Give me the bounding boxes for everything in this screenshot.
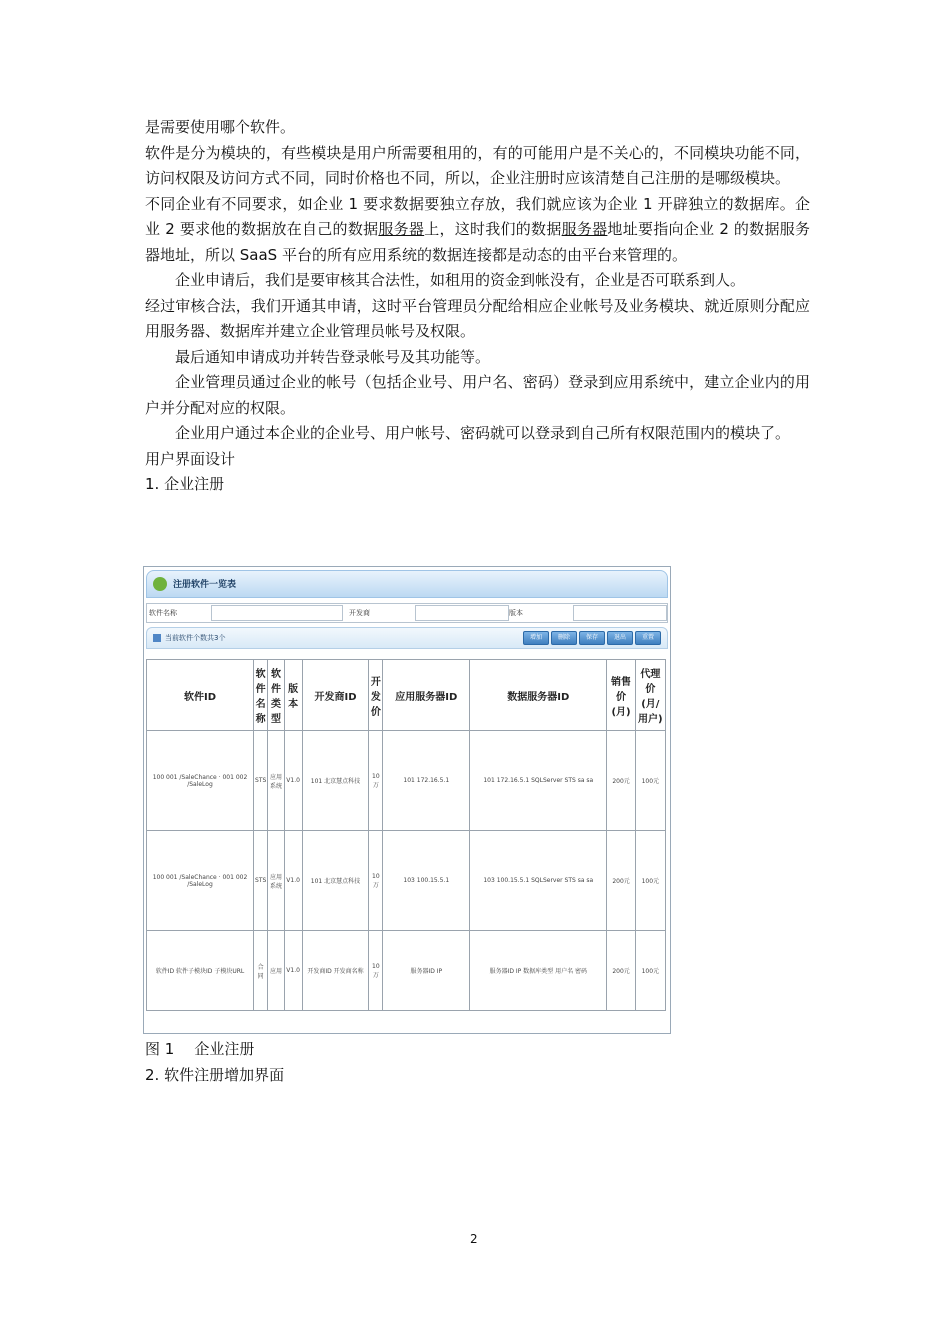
column-header: 开发商ID [302,660,369,731]
paragraph [145,192,810,269]
column-header: 代理价(月/用户) [635,660,665,731]
software-list-screenshot [143,566,671,1034]
search-row [146,603,668,623]
column-header: 销售价(月) [607,660,635,731]
app-server-cell: 101 172.16.5.1 [383,731,470,831]
developer-label: 开发商 [349,609,370,617]
software-table [146,659,666,1011]
sale-price-cell: 200元 [607,731,635,831]
add-button[interactable]: 增加 [523,631,549,645]
db-server-cell: 101 172.16.5.1 SQLServer STS sa sa [470,731,607,831]
figure-caption-text: 企业注册 [194,1040,255,1058]
agent-price-cell: 100元 [635,731,665,831]
name-cell: 合同 [253,931,267,1011]
paragraph: 企业申请后，我们是要审核其合法性，如租用的资金到帐没有，企业是否可联系到人。 [175,271,746,289]
type-cell: 应用系统 [268,831,284,931]
paragraph: 是需要使用哪个软件。 [145,118,296,136]
db-server-cell: 103 100.15.5.1 SQLServer STS sa sa [470,831,607,931]
table-row[interactable] [147,931,666,1011]
module-cell: 100 001 /SaleChance · 001 002 /SaleLog [147,831,254,931]
figure-title-bar [146,570,668,598]
figure-number: 图 1 [145,1040,175,1058]
sale-price-cell: 200元 [607,931,635,1011]
paragraph-text: 地址要指向企业 2 的数据服务器地址，所以 SaaS 平台的所有应用系统的数据连接都是动态的由平台来管理的。 [145,220,810,264]
dev-price-cell: 10万 [369,831,383,931]
agent-price-cell: 100元 [635,931,665,1011]
version-input[interactable] [573,605,667,621]
app-server-cell: 服务器ID IP [383,931,470,1011]
column-header: 版本 [284,660,302,731]
dev-price-cell: 10万 [369,731,383,831]
version-cell: V1.0 [284,831,302,931]
paragraph: 经过审核合法，我们开通其申请，这时平台管理员分配给相应企业帐号及业务模块、就近原则分配应用服务器、数据库并建立企业管理员帐号及权限。 [145,296,810,340]
sale-price-cell: 200元 [607,831,635,931]
figure-caption [145,1038,254,1059]
db-server-cell: 服务器ID IP 数据库类型 用户名 密码 [470,931,607,1011]
list-icon [153,634,161,642]
section-heading: 用户界面设计 [145,449,236,468]
save-button[interactable]: 保存 [579,631,605,645]
paragraph: 最后通知申请成功并转告登录帐号及其功能等。 [175,347,491,366]
type-cell: 应用 [268,931,284,1011]
version-cell: V1.0 [284,731,302,831]
body-text [145,115,810,498]
software-name-input[interactable] [211,605,343,621]
server-link[interactable]: 服务器 [378,220,425,238]
toolbar [146,627,668,649]
paragraph-text: 上，这时我们的数据 [424,220,562,238]
name-cell: STS [253,731,267,831]
software-count: 当前软件个数共3个 [165,634,226,642]
column-header: 软件名称 [253,660,267,731]
user-icon [153,577,167,591]
agent-price-cell: 100元 [635,831,665,931]
developer-cell: 101 北京慧点科技 [302,731,369,831]
dev-price-cell: 10万 [369,931,383,1011]
figure-title: 注册软件一览表 [173,580,237,590]
page-number: 2 [470,1232,478,1246]
column-header: 应用服务器ID [383,660,470,731]
paragraph: 企业管理员通过企业的帐号（包括企业号、用户名、密码）登录到应用系统中，建立企业内的用户并分配对应的权限。 [145,373,810,417]
app-server-cell: 103 100.15.5.1 [383,831,470,931]
developer-cell: 开发商ID 开发商名称 [302,931,369,1011]
column-header: 软件ID [147,660,254,731]
version-label: 版本 [509,609,523,617]
paragraph: 企业用户通过本企业的企业号、用户帐号、密码就可以登录到自己所有权限范围内的模块了。 [175,424,791,442]
developer-input[interactable] [415,605,509,621]
column-header: 软件类型 [268,660,284,731]
paragraph-text: 不同企业有不同要求，如企业 1 要求数据要独立存放，我们就应该为企业 1 开辟独立的数据库。企业 2 要求他的数据放在自己的数据 [145,194,810,238]
paragraph: 软件是分为模块的，有些模块是用户所需要租用的，有的可能用户是不关心的，不同模块功能不同，访问权限及访问方式不同，同时价格也不同，所以，企业注册时应该清楚自己注册的是哪级模块。 [145,143,810,187]
name-cell: STS [253,831,267,931]
type-cell: 应用系统 [268,731,284,831]
exit-button[interactable]: 退出 [607,631,633,645]
delete-button[interactable]: 删除 [551,631,577,645]
column-header: 开发价 [369,660,383,731]
server-link[interactable]: 服务器 [561,220,608,238]
table-row[interactable] [147,831,666,931]
module-cell: 100 001 /SaleChance · 001 002 /SaleLog [147,731,254,831]
reset-button[interactable]: 重置 [635,631,661,645]
subsection-heading: 2. 软件注册增加界面 [145,1066,285,1084]
developer-cell: 101 北京慧点科技 [302,831,369,931]
module-cell: 软件ID 软件子模块ID 子模块URL [147,931,254,1011]
subsection-heading: 1. 企业注册 [145,475,225,493]
table-header-row [147,660,666,731]
table-row[interactable] [147,731,666,831]
column-header: 数据服务器ID [470,660,607,731]
version-cell: V1.0 [284,931,302,1011]
software-name-label: 软件名称 [149,609,177,617]
